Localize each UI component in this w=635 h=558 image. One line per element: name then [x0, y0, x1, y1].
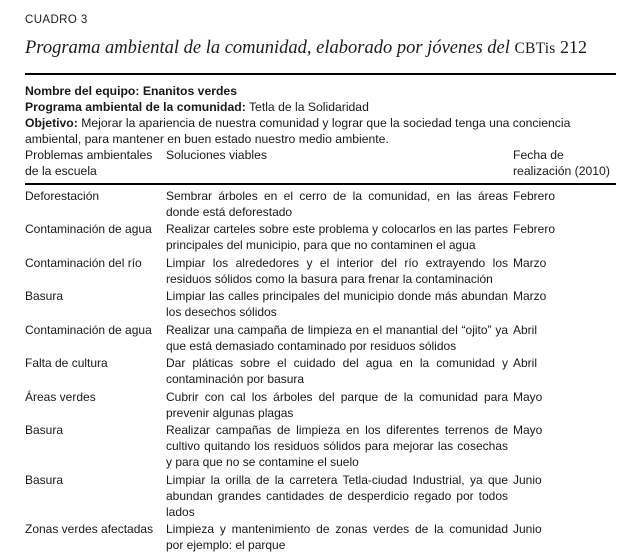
table-body	[25, 188, 616, 554]
cell-fecha: Febrero	[513, 222, 556, 236]
title-acronym: CBTis	[514, 40, 556, 57]
cell-problema: Basura	[25, 289, 64, 303]
header-rule	[25, 183, 616, 185]
table-row	[25, 472, 616, 520]
table-row	[25, 322, 616, 354]
table-row	[25, 288, 616, 320]
title-italic-text: Programa ambiental de la comunidad, elaborado por jóvenes del	[25, 38, 515, 58]
table-row	[25, 255, 616, 287]
program-value: Tetla de la Solidaridad	[245, 100, 369, 114]
table-row	[25, 188, 616, 220]
cell-problema: Deforestación	[25, 188, 100, 203]
cell-fecha: Marzo	[513, 289, 547, 303]
table-row	[25, 221, 616, 253]
cell-problema: Áreas verdes	[25, 389, 96, 404]
objective-label: Objetivo:	[25, 116, 78, 130]
cell-fecha: Marzo	[513, 255, 547, 270]
cell-problema: Zonas verdes afectadas	[25, 522, 154, 536]
team-name-line	[25, 83, 616, 99]
cell-solucion: Realizar una campaña de limpieza en el manantial del “ojito” ya que está demasiado contaminado por residuos sólidos	[166, 322, 508, 353]
top-rule	[25, 73, 616, 75]
program-line	[25, 99, 616, 115]
team-name-text: Nombre del equipo: Enanitos verdes	[25, 84, 237, 98]
cell-solucion: Limpieza y mantenimiento de zonas verdes de la comunidad por ejemplo: el parque	[166, 522, 508, 552]
cell-fecha: Abril	[513, 322, 538, 337]
table-row	[25, 355, 616, 387]
table-row	[25, 422, 616, 470]
cell-solucion: Limpiar la orilla de la carretera Tetla-ciudad Industrial, ya que abundan grandes cantidades de desperdicio regado por todos lados	[166, 472, 508, 519]
cell-fecha: Abril	[513, 356, 538, 370]
table-meta-block	[25, 83, 616, 147]
cell-problema: Contaminación de agua	[25, 222, 152, 236]
cell-fecha: Junio	[513, 472, 542, 487]
cell-solucion: Cubrir con cal los árboles del parque de la comunidad para prevenir algunas plagas	[166, 389, 508, 420]
cell-problema: Basura	[25, 423, 64, 437]
table-row	[25, 521, 616, 553]
cell-problema: Falta de cultura	[25, 356, 108, 370]
cell-solucion: Realizar campañas de limpieza en los diferentes terrenos de cultivo quitando los residuos sólidos para mejorar las cosechas y para que no se contamine el suelo	[166, 423, 508, 469]
table-header-row	[25, 147, 616, 179]
table-row	[25, 389, 616, 421]
cell-solucion: Sembrar árboles en el cerro de la comunidad, en las áreas donde está deforestado	[166, 188, 508, 219]
title-number: 212	[555, 37, 587, 57]
cell-problema: Contaminación de agua	[25, 322, 152, 337]
column-header-fecha: Fecha de realización (2010)	[513, 148, 610, 178]
cell-solucion: Realizar carteles sobre este problema y colocarlos en las partes principales del municipio, para que no contaminen el agua	[166, 222, 508, 252]
cell-fecha: Mayo	[513, 423, 543, 437]
cell-problema: Basura	[25, 472, 64, 487]
cell-fecha: Mayo	[513, 389, 543, 404]
objective-value: Mejorar la apariencia de nuestra comunidad y lograr que la sociedad tenga una conciencia ambiental, para mantener en buen estado nuestro medio ambiente.	[25, 116, 571, 146]
table-title	[25, 35, 616, 61]
column-header-problemas: Problemas ambientales de la escuela	[25, 148, 153, 178]
program-label: Programa ambiental de la comunidad:	[25, 100, 246, 114]
cell-solucion: Limpiar las calles principales del municipio donde más abundan los desechos sólidos	[166, 289, 508, 319]
table-number-label: CUADRO 3	[25, 14, 88, 26]
objective-line	[25, 115, 616, 147]
cell-solucion: Dar pláticas sobre el cuidado del agua en la comunidad y contaminación por basura	[166, 356, 508, 386]
cell-fecha: Febrero	[513, 188, 556, 203]
cell-problema: Contaminación del río	[25, 255, 142, 270]
cell-fecha: Junio	[513, 522, 542, 536]
column-header-soluciones: Soluciones viables	[166, 148, 267, 162]
cell-solucion: Limpiar los alrededores y el interior del río extrayendo los residuos sólidos como la basura para frenar la contaminación	[166, 255, 508, 286]
